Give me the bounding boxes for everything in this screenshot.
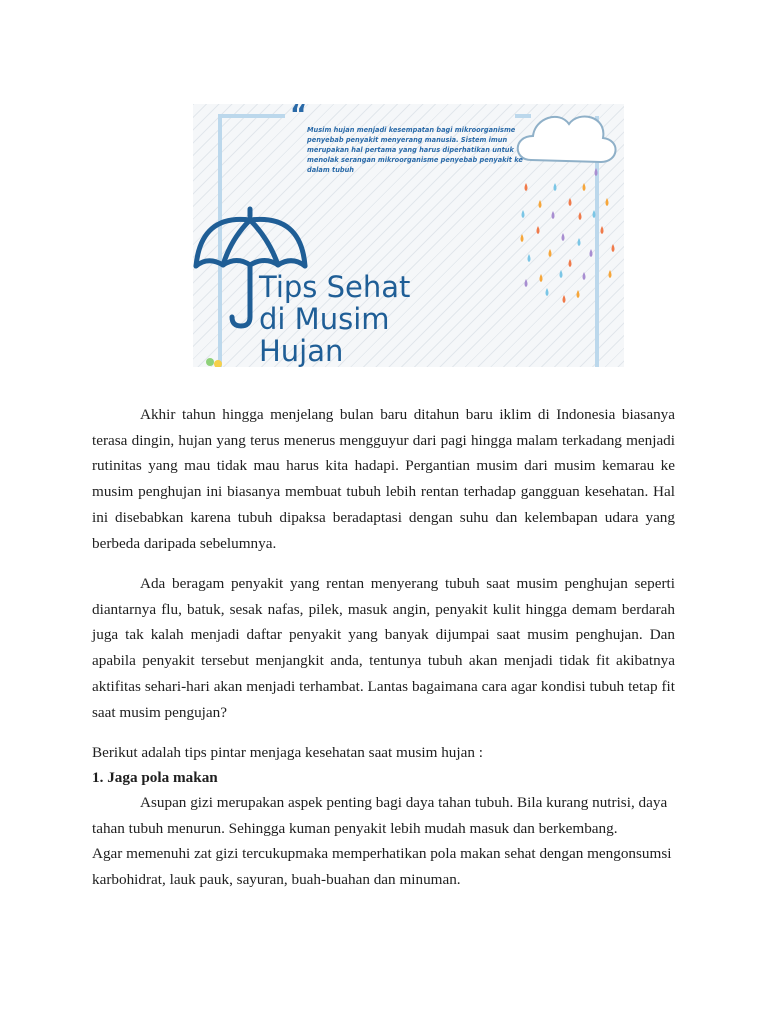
- banner-image: [193, 104, 624, 367]
- banner-title-line: Hujan: [259, 334, 344, 367]
- raindrop-icon: [521, 168, 615, 303]
- paragraph-intro: Akhir tahun hingga menjelang bulan baru ditahun baru iklim di Indonesia biasanya terasa dingin, hujan yang terus menerus mengguyur dari pagi hingga malam terkadang menjadi rutinitas yang mau tidak mau harus kita hadapi. Pergantian musim dari musim kemarau ke musim penghujan ini biasanya membuat tubuh lebih rentan terhadap gangguan kesehatan. Hal ini disebabkan karena tubuh dipaksa beradaptasi dengan suhu dan kelembapan udara yang berbeda daripada sebelumnya.: [92, 406, 675, 552]
- banner-quote: Musim hujan menjadi kesempatan bagi mikroorganisme penyebab penyakit menyerang manusia. Sistem imun merupakan hal pertama yang harus diperhatikan untuk menolak serangan mikroorganisme penyebab penyakit ke dalam tubuh: [307, 126, 523, 174]
- banner-title-line: Tips Sehat: [259, 270, 411, 304]
- quote-mark: “: [290, 104, 308, 130]
- tip-paragraph-continued: Agar memenuhi zat gizi tercukupmaka memperhatikan pola makan sehat dengan mengonsumsi karbohidrat, lauk pauk, sayuran, buah-buahan dan minuman.: [92, 845, 672, 888]
- tip-paragraph: Asupan gizi merupakan aspek penting bagi daya tahan tubuh. Bila kurang nutrisi, daya tahan tubuh menurun. Sehingga kuman penyakit lebih mudah masuk dan berkembang.: [92, 794, 668, 837]
- decor-dot: [206, 358, 214, 366]
- banner-title-line: di Musim: [259, 302, 390, 336]
- paragraph-diseases: Ada beragam penyakit yang rentan menyerang tubuh saat musim penghujan seperti diantarnya flu, batuk, sesak nafas, pilek, masuk angin, penyakit kulit hingga demam berdarah juga tak kalah menjadi daftar penyakit yang banyak dijumpai saat musim penghujan. Dan apabila penyakit tersebut menjangkit anda, tentunya tubuh akan menjadi tidak fit akibatnya aktifitas sehari-hari akan menjadi terhambat. Lantas bagaimana cara agar kondisi tubuh tetap fit saat musim pengujan?: [92, 575, 675, 721]
- tip-heading: 1. Jaga pola makan: [92, 769, 218, 786]
- tips-intro-line: Berikut adalah tips pintar menjaga kesehatan saat musim hujan :: [92, 744, 483, 761]
